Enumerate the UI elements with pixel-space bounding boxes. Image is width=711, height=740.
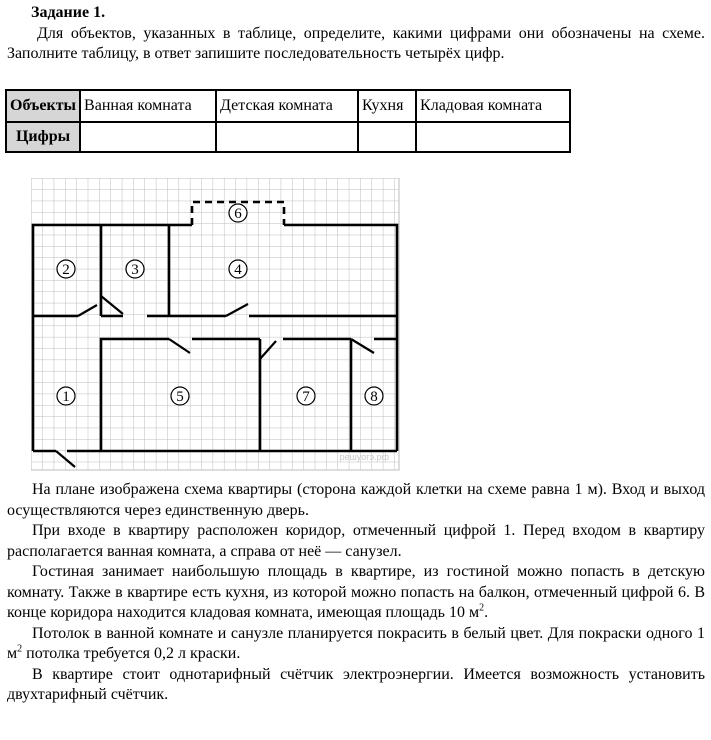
task-intro: Для объектов, указанных в таблице, определите, какими цифрами они обозначены на схеме. Заполните таблицу, в ответ запишите последовательность четырёх цифр. (7, 25, 705, 62)
svg-text:3: 3 (131, 262, 139, 278)
label-6 (229, 204, 247, 222)
label-7 (297, 387, 315, 405)
object-kitchen: Кухня (358, 90, 416, 122)
watermark: решуогэ.рф (339, 452, 389, 462)
objects-row (6, 90, 570, 122)
digit-cell-kitchen[interactable] (358, 122, 416, 152)
paragraph-1: На плане изображена схема квартиры (сторона каждой клетки на схеме равна 1 м). Вход и выход осуществляются через единственную дверь. (7, 481, 705, 519)
digit-cell-storage[interactable] (416, 122, 570, 152)
svg-text:2: 2 (62, 262, 70, 278)
paragraph-4: Потолок в ванной комнате и санузле планируется покрасить в белый цвет. Для покраски одного 1 $м^2$ потолка требуется 0,2 л краски. (7, 624, 705, 662)
object-storage: Кладовая комната (416, 90, 570, 122)
svg-text:1: 1 (62, 389, 70, 405)
label-1 (57, 387, 75, 405)
svg-text:7: 7 (302, 389, 310, 405)
label-4 (229, 260, 247, 278)
digits-row (6, 122, 570, 152)
task-text (7, 480, 705, 706)
answer-table (5, 89, 571, 153)
paragraph-2: При входе в квартиру расположен коридор, отмеченный цифрой 1. Перед входом в квартиру располагается ванная комната, а справа от неё — санузел. (7, 522, 705, 560)
label-5 (171, 387, 189, 405)
apartment-plan (31, 178, 401, 472)
task-title: Задание 1. (31, 4, 106, 21)
paragraph-5: В квартире стоит однотарифный счётчик электроэнергии. Имеется возможность установить двухтарифный счётчик. (7, 665, 705, 703)
digits-header: Цифры (6, 122, 80, 152)
object-childroom: Детская комната (216, 90, 358, 122)
label-2 (57, 260, 75, 278)
digit-cell-childroom[interactable] (216, 122, 358, 152)
label-8 (365, 387, 383, 405)
paragraph-3: Гостиная занимает наибольшую площадь в квартире, из гостиной можно попасть в детскую комнату. Также в квартире есть кухня, из которой можно попасть на балкон, отмеченный цифрой 6. В конце коридора находится кладовая комната, имеющая площадь 10 $м^2$. (7, 563, 705, 621)
svg-text:5: 5 (176, 389, 184, 405)
digit-cell-bathroom[interactable] (80, 122, 216, 152)
objects-header: Объекты (6, 90, 80, 122)
svg-text:6: 6 (234, 206, 242, 222)
svg-text:8: 8 (370, 389, 378, 405)
plan-grid (31, 178, 399, 470)
object-bathroom: Ванная комната (80, 90, 216, 122)
svg-text:4: 4 (234, 262, 242, 278)
label-3 (126, 260, 144, 278)
